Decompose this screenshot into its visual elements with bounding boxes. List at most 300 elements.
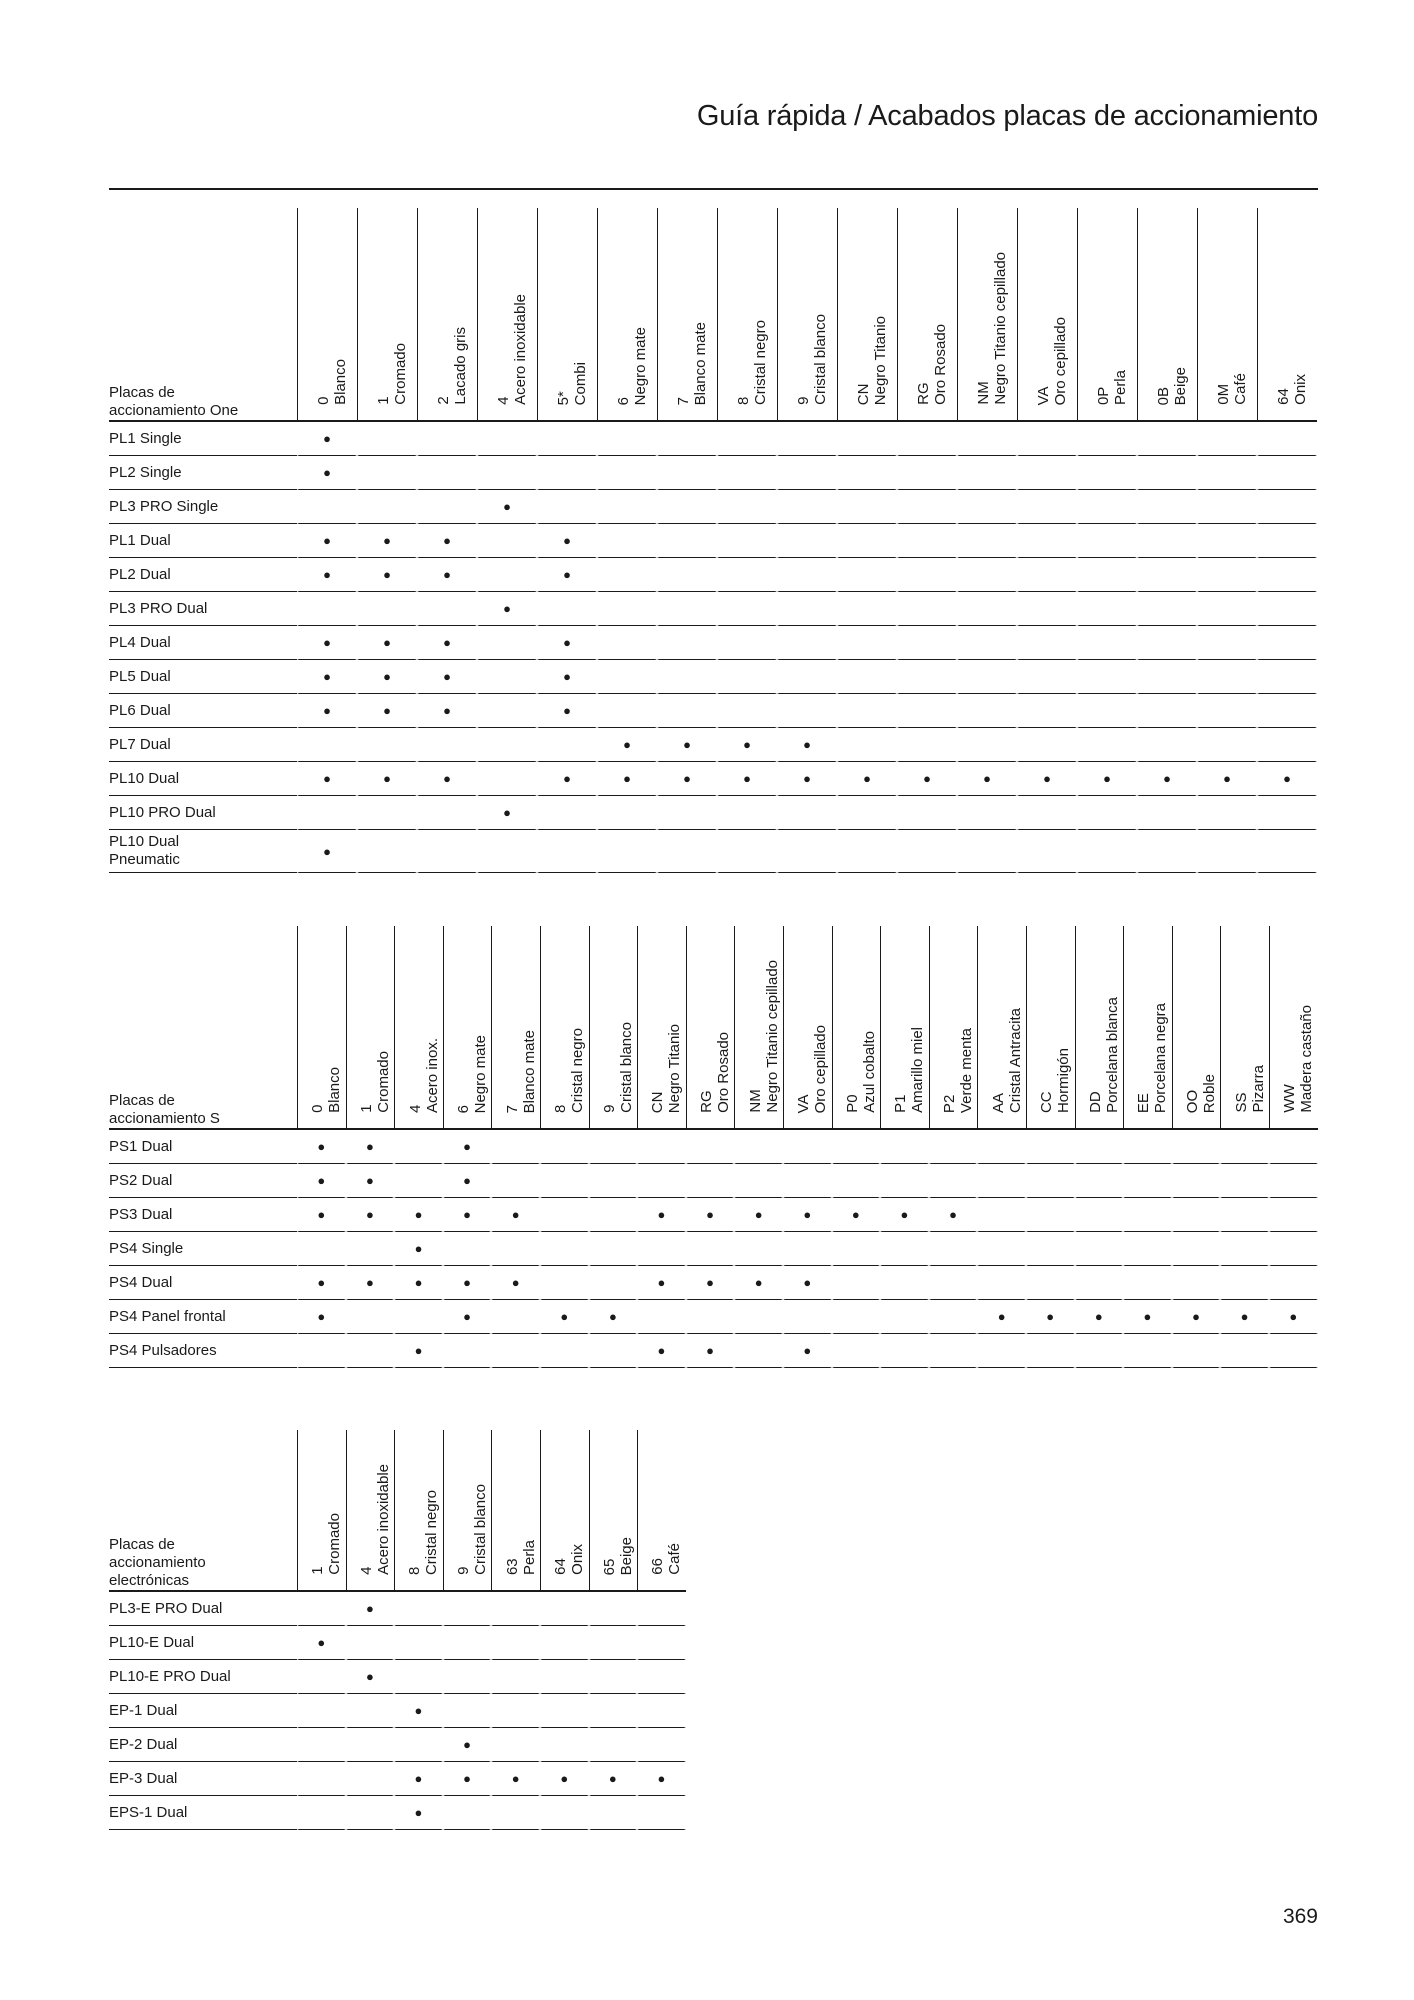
availability-cell <box>880 1266 929 1300</box>
availability-cell <box>717 796 777 830</box>
availability-cell <box>837 728 897 762</box>
finish-code: EE <box>1135 1092 1153 1113</box>
availability-cell <box>657 694 717 728</box>
availability-cell <box>1075 1232 1124 1266</box>
availability-cell <box>394 1130 443 1164</box>
availability-cell <box>929 1232 978 1266</box>
column-header <box>589 926 638 1130</box>
finish-code: 65 <box>600 1558 618 1575</box>
availability-cell <box>734 1130 783 1164</box>
finish-code: 6 <box>615 396 632 405</box>
availability-cell <box>346 1728 395 1762</box>
availability-cell <box>637 1626 686 1660</box>
availability-cell <box>837 626 897 660</box>
availability-cell <box>1017 422 1077 456</box>
availability-dot: ● <box>394 1198 443 1232</box>
availability-dot: ● <box>357 660 417 694</box>
finish-name: Oro cepillado <box>1052 316 1069 405</box>
column-header <box>1257 208 1317 422</box>
availability-cell <box>1026 1198 1075 1232</box>
availability-cell <box>346 1762 395 1796</box>
table-title-line: Placas de <box>109 384 175 401</box>
finish-name: Blanco mate <box>692 321 709 405</box>
availability-cell <box>417 592 477 626</box>
table-title-line: accionamiento One <box>109 402 239 419</box>
availability-cell <box>637 1130 686 1164</box>
availability-cell <box>477 762 537 796</box>
availability-cell <box>880 1232 929 1266</box>
finish-code: RG <box>698 1090 716 1113</box>
availability-cell <box>1197 558 1257 592</box>
availability-cell <box>783 1232 832 1266</box>
finish-code: 9 <box>455 1566 473 1575</box>
availability-dot: ● <box>297 558 357 592</box>
availability-dot: ● <box>297 456 357 490</box>
table-row <box>109 456 1317 490</box>
availability-cell <box>597 626 657 660</box>
finish-code: NM <box>975 381 992 405</box>
availability-cell <box>1257 558 1317 592</box>
availability-cell <box>491 1592 540 1626</box>
availability-cell <box>1172 1164 1221 1198</box>
finish-name: Café <box>666 1543 684 1575</box>
column-header-label <box>649 1543 683 1575</box>
availability-cell <box>637 1728 686 1762</box>
availability-cell <box>977 1198 1026 1232</box>
finish-name: Negro Titanio cepillado <box>763 960 781 1113</box>
product-name <box>109 558 297 592</box>
availability-dot: ● <box>537 660 597 694</box>
finish-name: Lacado gris <box>452 327 469 405</box>
availability-cell <box>357 830 417 873</box>
availability-cell <box>957 558 1017 592</box>
availability-cell <box>297 1660 346 1694</box>
column-header-label <box>455 1484 489 1575</box>
finish-code: 9 <box>600 1104 618 1113</box>
availability-dot: ● <box>443 1728 492 1762</box>
column-header <box>443 926 492 1130</box>
availability-cell <box>357 456 417 490</box>
availability-cell <box>783 1300 832 1334</box>
availability-cell <box>777 694 837 728</box>
availability-cell <box>1026 1164 1075 1198</box>
finish-code: 8 <box>406 1566 424 1575</box>
availability-cell <box>443 1796 492 1830</box>
product-name-line: PS3 Dual <box>109 1205 173 1223</box>
availability-cell <box>1017 558 1077 592</box>
availability-cell <box>597 524 657 558</box>
availability-cell <box>1123 1164 1172 1198</box>
availability-dot: ● <box>297 422 357 456</box>
table-row <box>109 490 1317 524</box>
product-name-line: PS4 Pulsadores <box>109 1341 217 1359</box>
availability-cell <box>477 456 537 490</box>
product-name-line: PS4 Single <box>109 1239 184 1257</box>
availability-cell <box>837 796 897 830</box>
availability-cell <box>346 1232 395 1266</box>
availability-dot: ● <box>1075 1300 1124 1334</box>
column-header-label <box>435 327 469 405</box>
availability-cell <box>637 1300 686 1334</box>
availability-cell <box>491 1232 540 1266</box>
availability-cell <box>477 422 537 456</box>
product-name <box>109 1232 297 1266</box>
finish-code: VA <box>795 1094 813 1113</box>
availability-cell <box>957 694 1017 728</box>
availability-cell <box>1137 660 1197 694</box>
finish-code: WW <box>1281 1084 1299 1113</box>
availability-dot: ● <box>357 694 417 728</box>
availability-cell <box>491 1334 540 1368</box>
availability-cell <box>717 558 777 592</box>
availability-dot: ● <box>897 762 957 796</box>
column-header-label <box>601 1022 635 1113</box>
availability-cell <box>1017 694 1077 728</box>
product-name-line: PL4 Dual <box>109 633 171 651</box>
product-name <box>109 1728 297 1762</box>
availability-cell <box>589 1660 638 1694</box>
column-header <box>1137 208 1197 422</box>
availability-cell <box>832 1164 881 1198</box>
table-row <box>109 1592 686 1626</box>
finish-code: 8 <box>735 396 752 405</box>
availability-cell <box>417 490 477 524</box>
availability-dot: ● <box>477 796 537 830</box>
availability-cell <box>957 422 1017 456</box>
finish-code: 0 <box>309 1104 327 1113</box>
availability-cell <box>589 1796 638 1830</box>
availability-dot: ● <box>589 1762 638 1796</box>
availability-cell <box>1075 1266 1124 1300</box>
availability-cell <box>1257 422 1317 456</box>
availability-cell <box>957 830 1017 873</box>
availability-cell <box>1269 1266 1318 1300</box>
finish-name: Blanco mate <box>520 1029 538 1113</box>
availability-cell <box>837 490 897 524</box>
availability-cell <box>1077 592 1137 626</box>
finish-code: 4 <box>495 396 512 405</box>
availability-cell <box>1220 1266 1269 1300</box>
availability-cell <box>657 626 717 660</box>
finish-name: Beige <box>1172 366 1189 405</box>
finish-code: 64 <box>1275 388 1292 405</box>
availability-cell <box>734 1164 783 1198</box>
availability-cell <box>957 660 1017 694</box>
availability-cell <box>1220 1164 1269 1198</box>
availability-dot: ● <box>417 626 477 660</box>
finish-name: Porcelana negra <box>1152 1002 1170 1113</box>
availability-cell <box>957 524 1017 558</box>
finish-code: P0 <box>843 1094 861 1113</box>
availability-cell <box>357 422 417 456</box>
product-name-line: PS4 Dual <box>109 1273 173 1291</box>
column-header <box>783 926 832 1130</box>
availability-dot: ● <box>297 1300 346 1334</box>
availability-cell <box>1172 1334 1221 1368</box>
availability-cell <box>837 456 897 490</box>
table-row <box>109 796 1317 830</box>
availability-cell <box>880 1130 929 1164</box>
finish-code: DD <box>1086 1091 1104 1113</box>
availability-cell <box>929 1164 978 1198</box>
availability-dot: ● <box>929 1198 978 1232</box>
table-row <box>109 524 1317 558</box>
availability-cell <box>717 456 777 490</box>
finish-name: Negro mate <box>472 1034 490 1113</box>
finish-code: 4 <box>357 1566 375 1575</box>
availability-cell <box>1197 694 1257 728</box>
availability-cell <box>637 1592 686 1626</box>
table-row <box>109 1164 1318 1198</box>
availability-cell <box>597 558 657 592</box>
availability-dot: ● <box>297 1164 346 1198</box>
availability-cell <box>837 558 897 592</box>
availability-cell <box>832 1266 881 1300</box>
column-header <box>1269 926 1318 1130</box>
availability-cell <box>1017 524 1077 558</box>
product-name-line: PL10 Dual <box>109 769 180 787</box>
availability-dot: ● <box>297 762 357 796</box>
availability-cell <box>491 1694 540 1728</box>
product-name-line: EP-3 Dual <box>109 1769 178 1787</box>
availability-dot: ● <box>394 1796 443 1830</box>
availability-cell <box>589 1198 638 1232</box>
column-header-label <box>1038 1048 1072 1113</box>
availability-cell <box>1017 830 1077 873</box>
product-name <box>109 456 297 490</box>
availability-dot: ● <box>297 830 357 873</box>
column-header <box>297 926 346 1130</box>
finish-code: 6 <box>455 1104 473 1113</box>
availability-dot: ● <box>346 1164 395 1198</box>
table-row <box>109 422 1317 456</box>
availability-dot: ● <box>394 1266 443 1300</box>
availability-cell <box>540 1266 589 1300</box>
availability-cell <box>897 728 957 762</box>
availability-dot: ● <box>597 762 657 796</box>
availability-cell <box>897 456 957 490</box>
column-header-label <box>1035 317 1069 405</box>
availability-cell <box>346 1300 395 1334</box>
finish-code: AA <box>989 1092 1007 1113</box>
finish-name: Perla <box>1112 369 1129 405</box>
availability-cell <box>657 456 717 490</box>
product-name <box>109 1694 297 1728</box>
availability-cell <box>1075 1198 1124 1232</box>
finish-code: VA <box>1035 386 1052 405</box>
availability-cell <box>537 592 597 626</box>
finish-name: Onix <box>569 1544 587 1575</box>
column-header-label <box>735 320 769 405</box>
column-header <box>977 926 1026 1130</box>
availability-cell <box>540 1198 589 1232</box>
availability-cell <box>777 422 837 456</box>
column-header-label <box>1215 373 1249 405</box>
availability-dot: ● <box>346 1660 395 1694</box>
availability-cell <box>686 1164 735 1198</box>
availability-cell <box>1197 626 1257 660</box>
availability-dot: ● <box>657 762 717 796</box>
column-header-label <box>795 314 829 405</box>
availability-cell <box>657 830 717 873</box>
finish-name: Blanco <box>326 1067 344 1113</box>
finish-name: Porcelana blanca <box>1103 997 1121 1113</box>
availability-cell <box>897 592 957 626</box>
product-name-line: PL1 Dual <box>109 531 171 549</box>
product-name <box>109 694 297 728</box>
column-header-label <box>844 1031 878 1113</box>
availability-cell <box>1077 626 1137 660</box>
product-name-line: PS4 Panel frontal <box>109 1307 226 1325</box>
availability-cell <box>657 422 717 456</box>
availability-cell <box>443 1626 492 1660</box>
column-header-label <box>1095 370 1129 405</box>
availability-cell <box>977 1266 1026 1300</box>
availability-cell <box>1257 660 1317 694</box>
column-header-label <box>698 1032 732 1113</box>
availability-cell <box>1257 796 1317 830</box>
availability-cell <box>589 1232 638 1266</box>
availability-cell <box>357 796 417 830</box>
availability-cell <box>837 592 897 626</box>
column-header <box>394 1430 443 1592</box>
column-header-label <box>649 1024 683 1113</box>
finish-name: Cristal Antracita <box>1006 1007 1024 1113</box>
finish-name: Negro mate <box>632 326 649 405</box>
availability-dot: ● <box>443 1266 492 1300</box>
availability-cell <box>637 1164 686 1198</box>
availability-cell <box>1269 1232 1318 1266</box>
availability-cell <box>686 1232 735 1266</box>
column-header <box>297 208 357 422</box>
availability-cell <box>929 1300 978 1334</box>
availability-cell <box>1197 524 1257 558</box>
product-name <box>109 1592 297 1626</box>
availability-cell <box>357 728 417 762</box>
column-header <box>1075 926 1124 1130</box>
availability-cell <box>897 796 957 830</box>
column-header-label <box>504 1030 538 1113</box>
page-number: 369 <box>1282 1905 1318 1928</box>
finish-name: Perla <box>520 1539 538 1575</box>
availability-cell <box>589 1728 638 1762</box>
availability-cell <box>929 1130 978 1164</box>
column-header-label <box>1275 374 1309 405</box>
availability-dot: ● <box>394 1232 443 1266</box>
finish-name: Negro Titanio <box>872 315 889 405</box>
availability-cell <box>537 456 597 490</box>
availability-cell <box>417 796 477 830</box>
availability-dot: ● <box>417 660 477 694</box>
column-header <box>1172 926 1221 1130</box>
availability-cell <box>417 422 477 456</box>
availability-cell <box>657 558 717 592</box>
availability-cell <box>1077 456 1137 490</box>
column-header <box>637 926 686 1130</box>
product-name <box>109 1626 297 1660</box>
availability-cell <box>1137 626 1197 660</box>
table-title <box>109 1430 297 1592</box>
finish-name: Blanco <box>332 359 349 405</box>
availability-cell <box>491 1626 540 1660</box>
availability-cell <box>597 694 657 728</box>
availability-cell <box>783 1130 832 1164</box>
column-header-label <box>1281 1005 1315 1113</box>
product-name-line: PL6 Dual <box>109 701 171 719</box>
product-name <box>109 1300 297 1334</box>
availability-cell <box>1197 456 1257 490</box>
availability-dot: ● <box>686 1334 735 1368</box>
availability-cell <box>417 728 477 762</box>
availability-cell <box>734 1300 783 1334</box>
availability-cell <box>1123 1232 1172 1266</box>
availability-cell <box>297 796 357 830</box>
availability-cell <box>477 626 537 660</box>
finish-name: Café <box>1232 373 1249 405</box>
availability-cell <box>589 1592 638 1626</box>
product-name <box>109 490 297 524</box>
availability-cell <box>1137 422 1197 456</box>
table-row <box>109 1762 686 1796</box>
availability-cell <box>1017 796 1077 830</box>
availability-cell <box>394 1626 443 1660</box>
column-header <box>417 208 477 422</box>
availability-cell <box>1197 660 1257 694</box>
table-title <box>109 208 297 422</box>
availability-dot: ● <box>637 1762 686 1796</box>
availability-cell <box>1257 728 1317 762</box>
availability-cell <box>1137 490 1197 524</box>
availability-cell <box>637 1796 686 1830</box>
availability-cell <box>1075 1130 1124 1164</box>
product-name-line: EP-2 Dual <box>109 1735 178 1753</box>
table-row <box>109 1130 1318 1164</box>
availability-cell <box>297 1796 346 1830</box>
availability-dot: ● <box>443 1198 492 1232</box>
column-header-label <box>358 1051 392 1113</box>
finish-code: OO <box>1184 1089 1201 1113</box>
product-name <box>109 796 297 830</box>
availability-cell <box>1075 1334 1124 1368</box>
availability-dot: ● <box>417 762 477 796</box>
column-header <box>1220 926 1269 1130</box>
availability-cell <box>957 728 1017 762</box>
column-header-label <box>675 322 709 405</box>
product-name-line: PS2 Dual <box>109 1171 173 1189</box>
table-row <box>109 626 1317 660</box>
product-name-line: PL10-E PRO Dual <box>109 1667 231 1685</box>
availability-dot: ● <box>977 1300 1026 1334</box>
availability-cell <box>880 1164 929 1198</box>
availability-cell <box>1075 1164 1124 1198</box>
availability-cell <box>1220 1334 1269 1368</box>
product-name <box>109 728 297 762</box>
availability-cell <box>1017 626 1077 660</box>
availability-cell <box>477 660 537 694</box>
column-header <box>297 1430 346 1592</box>
availability-cell <box>540 1232 589 1266</box>
column-header <box>597 208 657 422</box>
availability-cell <box>717 524 777 558</box>
availability-cell <box>957 592 1017 626</box>
availability-cell <box>1257 830 1317 873</box>
availability-cell <box>897 626 957 660</box>
availability-cell <box>1017 728 1077 762</box>
availability-dot: ● <box>734 1266 783 1300</box>
table-title-line: Placas de <box>109 1536 175 1553</box>
finish-name: Negro Titanio <box>666 1023 684 1113</box>
column-header-label <box>1155 367 1189 405</box>
